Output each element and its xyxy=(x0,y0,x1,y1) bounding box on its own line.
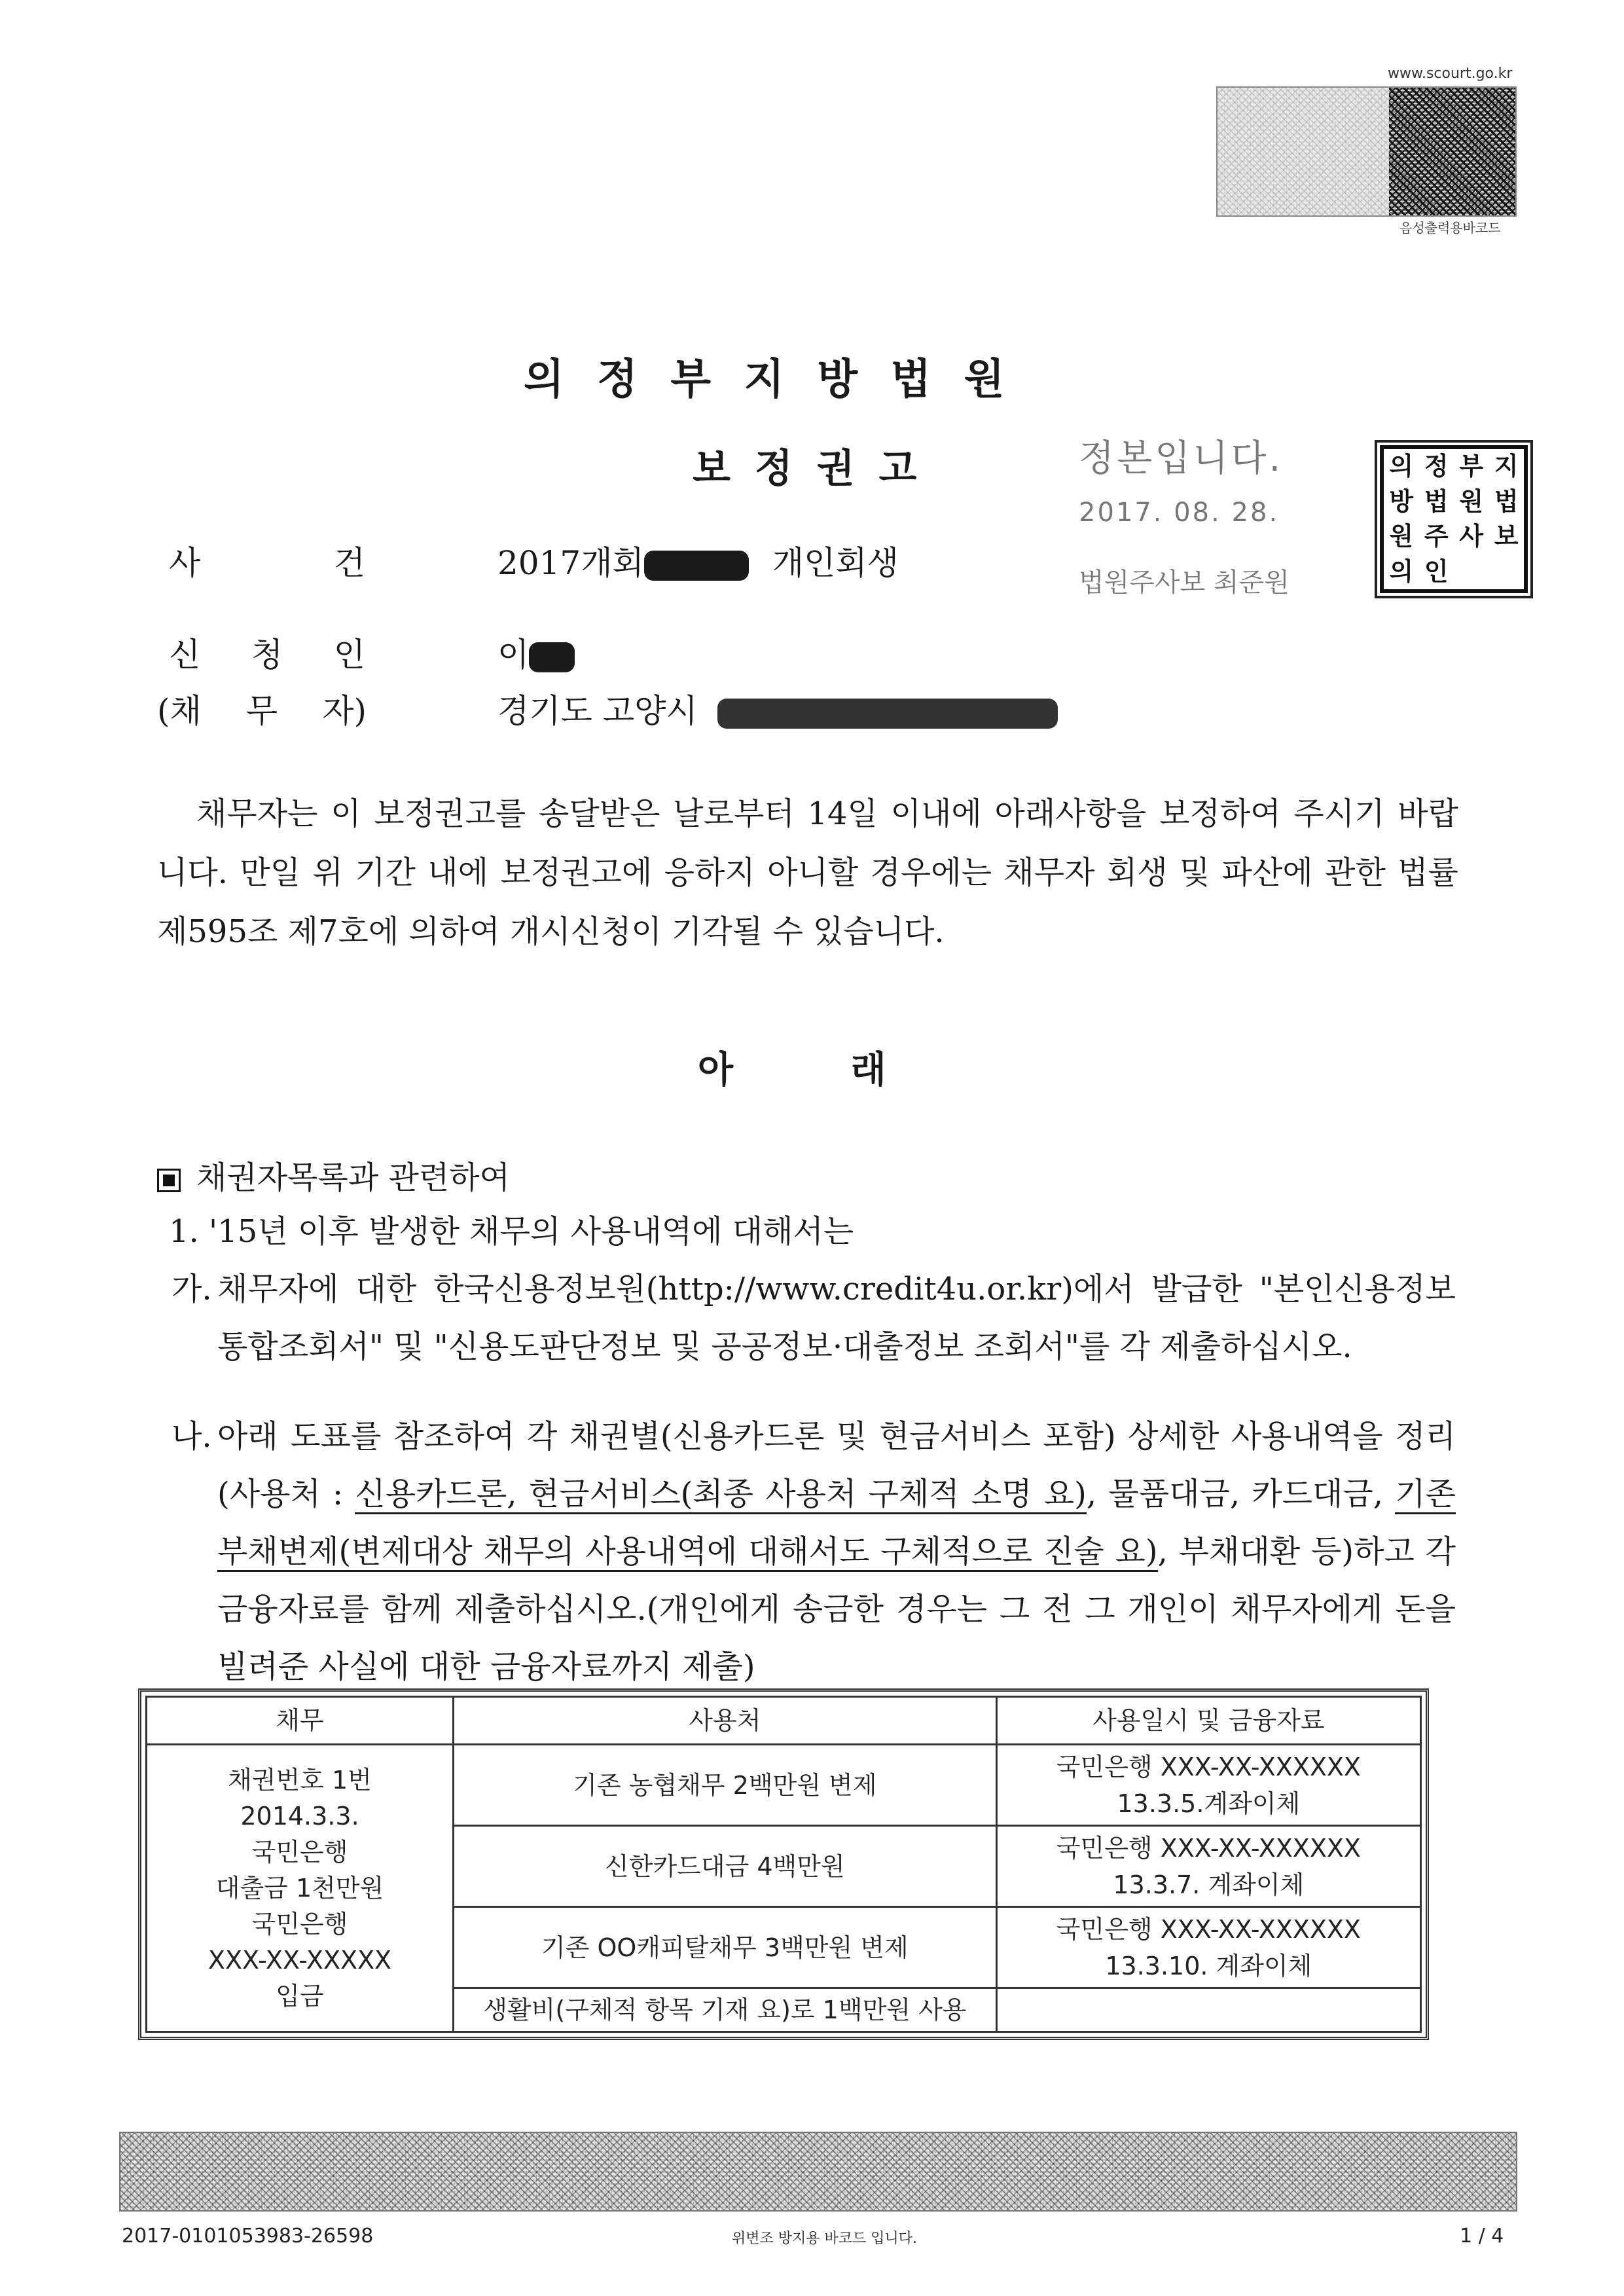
page-number: 1 / 4 xyxy=(1460,2225,1504,2248)
na-underline-1: 신용카드론, 현금서비스(최종 사용처 구체적 소명 요) xyxy=(355,1476,1086,1514)
case-label-1: 사 xyxy=(169,544,201,582)
seal-glyph: 원 xyxy=(1459,486,1484,516)
seal-glyph: 지 xyxy=(1494,452,1519,481)
court-name: 의 정 부 지 방 법 원 xyxy=(524,355,1014,404)
square-bullet-icon xyxy=(157,1169,181,1192)
debtor-label-3: 자) xyxy=(322,692,367,730)
site-url: www.scourt.go.kr xyxy=(1388,65,1513,82)
applicant-prefix: 이 xyxy=(497,636,530,674)
finance-cell xyxy=(996,1826,1420,1907)
applicant-name xyxy=(497,629,575,676)
finance-cell xyxy=(996,1907,1420,1988)
certification-officer: 법원주사보 최준원 xyxy=(1079,568,1290,598)
finance-line: 13.3.7. 계좌이체 xyxy=(1113,1870,1305,1899)
seal-glyph: 주 xyxy=(1424,522,1449,551)
qr-code-icon xyxy=(1389,88,1515,215)
finance-line: 13.3.5.계좌이체 xyxy=(1117,1789,1301,1818)
debtor-label-2: 무 xyxy=(245,692,278,730)
item-ga-text: 채무자에 대한 한국신용정보원(http://www.credit4u.or.kr)에서 발급한 "본인신용정보통합조회서" 및 "신용도판단정보 및 공공정보·대출정보 조회서"를 각 제출하십시오. xyxy=(217,1271,1456,1365)
finance-cell xyxy=(996,1988,1420,2032)
seal-glyph: 의 xyxy=(1389,452,1414,481)
debtor-address xyxy=(497,685,1058,732)
na-text-3: , 부채대환 등)하고 각 금융자료를 함께 제출하십시오.(개인에게 송금한 경우는 그 전 그 개인이 채무자에게 돈을 빌려준 사실에 대한 금융자료까지 제출) xyxy=(217,1533,1456,1685)
seal-glyph: 법 xyxy=(1494,486,1519,516)
section-heading xyxy=(157,1152,510,1197)
debtor-label xyxy=(157,685,367,732)
na-underline-2: 기존부채변제(변제대상 채무의 사용내역에 대해서도 구체적으로 진술 요) xyxy=(217,1476,1456,1572)
header-debt: 채무 xyxy=(147,1697,454,1745)
case-label xyxy=(169,537,365,584)
applicant-label xyxy=(169,629,365,676)
debt-line: 채권번호 1번 xyxy=(228,1765,372,1795)
seal-glyphs xyxy=(1384,449,1524,589)
seal-glyph: 사 xyxy=(1459,522,1484,551)
seal-glyph: 원 xyxy=(1389,522,1414,551)
item-1: 1. '15년 이후 발생한 채무의 사용내역에 대해서는 xyxy=(169,1213,854,1250)
table-header-row xyxy=(147,1697,1421,1745)
document-id: 2017-0101053983-26598 xyxy=(122,2225,374,2248)
seal-glyph: 부 xyxy=(1459,452,1484,481)
court-seal xyxy=(1380,445,1528,593)
finance-line: 국민은행 XXX-XX-XXXXXX xyxy=(1056,1914,1361,1944)
certification-text: 정본입니다. xyxy=(1079,437,1284,480)
finance-cell xyxy=(996,1745,1420,1826)
applicant-label-1: 신 xyxy=(169,636,201,674)
header-usage: 사용처 xyxy=(454,1697,997,1745)
usage-cell: 생활비(구체적 항목 기재 요)로 1백만원 사용 xyxy=(454,1988,997,2032)
usage-table xyxy=(145,1696,1422,2033)
na-text-1: 아래 도표를 참조하여 각 채권별(신용카드론 및 현금서비스 포함) 상세한 사용내역을 정리(사용처 : xyxy=(217,1418,1456,1512)
seal-glyph: 정 xyxy=(1424,452,1449,481)
applicant-redaction xyxy=(529,642,575,672)
debt-line: 국민은행 xyxy=(251,1909,348,1939)
seal-glyph: 보 xyxy=(1494,522,1519,551)
header-finance: 사용일시 및 금융자료 xyxy=(996,1697,1420,1745)
na-text-2: , 물품대금, 카드대금, xyxy=(1086,1476,1396,1512)
finance-line: 13.3.10. 계좌이체 xyxy=(1105,1951,1312,1980)
finance-line: 국민은행 XXX-XX-XXXXXX xyxy=(1056,1833,1361,1863)
seal-glyph: 방 xyxy=(1389,486,1414,516)
barcode-note: 위변조 방지용 바코드 입니다. xyxy=(732,2231,917,2247)
case-prefix: 2017개회 xyxy=(497,544,644,582)
item-ga-marker: 가. xyxy=(171,1271,212,1307)
case-label-2: 건 xyxy=(333,544,365,582)
debt-line: 입금 xyxy=(276,1981,324,2011)
debt-line: 2014.3.3. xyxy=(240,1801,359,1831)
case-number-redaction xyxy=(644,551,749,581)
usage-cell: 신한카드대금 4백만원 xyxy=(454,1826,997,1907)
finance-line: 국민은행 XXX-XX-XXXXXX xyxy=(1056,1752,1361,1781)
faint-watermark xyxy=(1218,88,1389,215)
debt-line: 대출금 1천만원 xyxy=(215,1873,384,1903)
barcode-label: 음성출력용바코드 xyxy=(1399,220,1501,236)
seal-glyph: 법 xyxy=(1424,486,1449,516)
applicant-label-3: 인 xyxy=(333,636,365,674)
item-na-marker: 나. xyxy=(171,1418,212,1455)
debt-line: 국민은행 xyxy=(251,1837,348,1867)
item-na-text xyxy=(217,1408,1456,1696)
usage-cell: 기존 농협채무 2백만원 변제 xyxy=(454,1745,997,1826)
voice-barcode xyxy=(1216,86,1517,217)
usage-cell: 기존 OO캐피탈채무 3백만원 변제 xyxy=(454,1907,997,1988)
intro-paragraph: 채무자는 이 보정권고를 송달받은 날로부터 14일 이내에 아래사항을 보정하여 주시기 바랍니다. 만일 위 기간 내에 보정권고에 응하지 아니할 경우에는 채무자 회생 및 파산에 관한 법률 제595조 제7호에 의하여 개시신청이 기각될 수 있습니다. xyxy=(157,795,1458,950)
debt-cell xyxy=(147,1745,454,2032)
case-number xyxy=(497,537,899,584)
anti-forgery-barcode xyxy=(119,2132,1517,2212)
address-prefix: 경기도 고양시 xyxy=(497,692,698,730)
case-type: 개인회생 xyxy=(772,544,899,582)
applicant-label-2: 청 xyxy=(251,636,283,674)
section-heading-text: 채권자목록과 관련하여 xyxy=(196,1159,510,1196)
debtor-label-1: (채 xyxy=(157,692,202,730)
debt-line: XXX-XX-XXXXX xyxy=(208,1945,392,1975)
table-row xyxy=(147,1745,1421,1826)
address-redaction xyxy=(717,699,1058,729)
seal-glyph: 의 xyxy=(1389,556,1414,586)
certification-date: 2017. 08. 28. xyxy=(1079,498,1280,528)
document-title: 보 정 권 고 xyxy=(693,446,922,492)
seal-glyph: 인 xyxy=(1424,556,1449,586)
below-heading: 아 래 xyxy=(698,1049,886,1091)
